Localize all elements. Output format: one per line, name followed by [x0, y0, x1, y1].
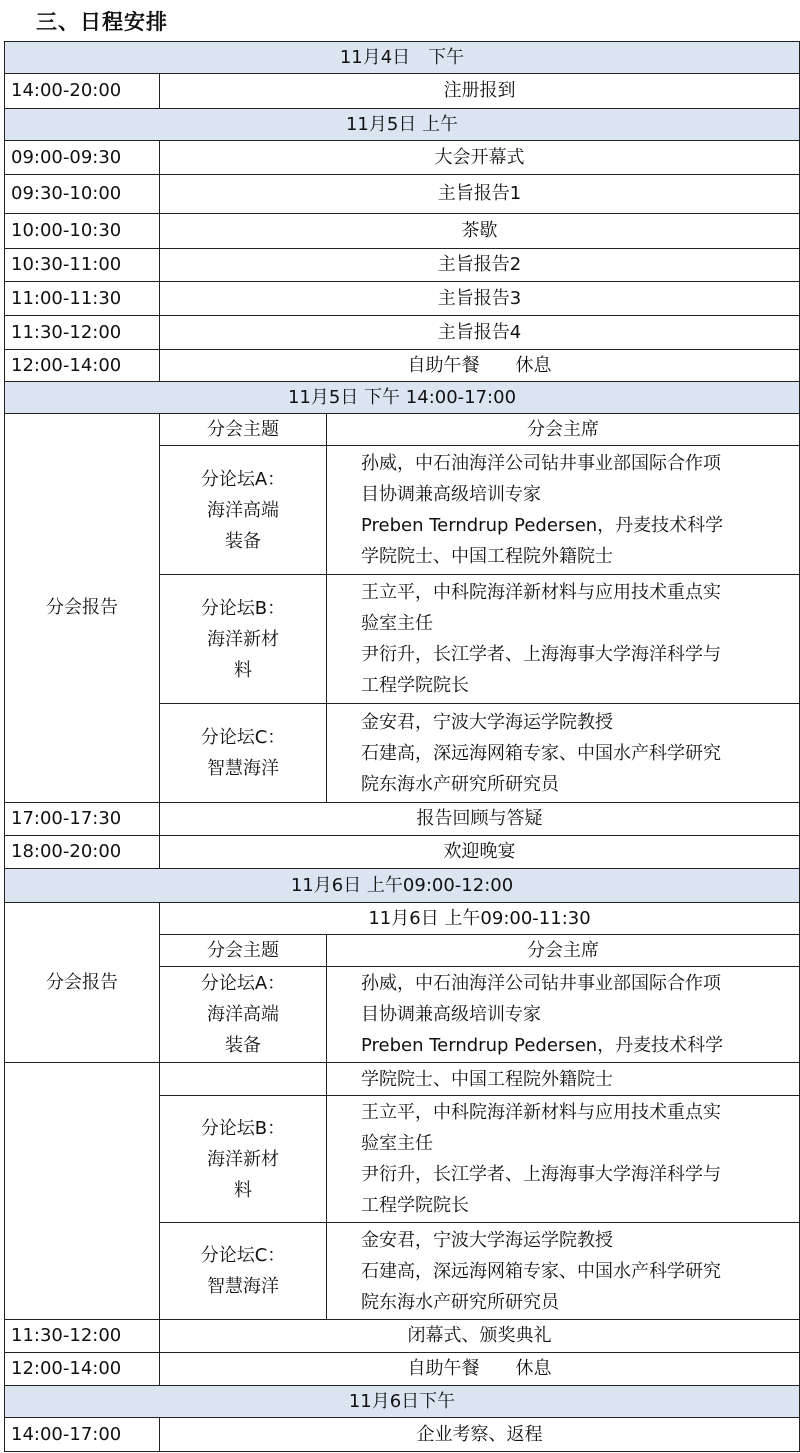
chair-line: 目协调兼高级培训专家: [361, 1004, 541, 1025]
event-cell: 欢迎晚宴: [160, 836, 800, 869]
topic-line: 分论坛B：: [200, 1117, 286, 1139]
chair-line: 石建高，深远海网箱专家、中国水产科学研究: [361, 742, 721, 764]
forum-chairs: [327, 575, 800, 704]
event-cell: 自助午餐 休息: [160, 1353, 800, 1386]
topic-line: 海洋高端: [207, 1004, 279, 1025]
topic-line: 海洋新材: [207, 628, 279, 650]
forum-chairs: [327, 1096, 800, 1223]
chair-line: 院东海水产研究所研究员: [361, 1291, 559, 1313]
forum-topic: [160, 704, 327, 803]
chair-line: 院东海水产研究所研究员: [361, 773, 559, 795]
time-cell: 09:00-09:30: [5, 141, 160, 175]
time-cell: 11:30-12:00: [5, 316, 160, 350]
schedule-table-part-1: [4, 41, 799, 1063]
chair-line: 王立平，中科院海洋新材料与应用技术重点实: [361, 1102, 721, 1123]
forum-topic: [160, 446, 327, 575]
forum-topic: [160, 1223, 327, 1320]
chair-line: 孙威，中石油海洋公司钻井事业部国际合作项: [361, 973, 721, 994]
chair-line: 孙威，中石油海洋公司钻井事业部国际合作项: [361, 453, 721, 474]
topic-line: 分论坛A：: [200, 468, 286, 490]
section-heading: 三、日程安排: [36, 10, 168, 34]
chair-line: 学院院士、中国工程院外籍院士: [361, 546, 613, 567]
time-cell: 17:00-17:30: [5, 803, 160, 836]
time-cell: 10:30-11:00: [5, 249, 160, 282]
chair-line: 工程学院院长: [361, 675, 469, 696]
topic-line: 料: [234, 659, 252, 681]
forum-topic: [160, 575, 327, 704]
chair-continued: 学院院士、中国工程院外籍院士: [327, 1063, 800, 1096]
forum-chairs: [327, 446, 800, 575]
time-cell: 18:00-20:00: [5, 836, 160, 869]
session-label-continued: [5, 1063, 160, 1320]
session-label: 分会报告: [5, 903, 160, 1063]
topic-line: 分论坛C：: [200, 727, 286, 748]
chair-line: 金安君，宁波大学海运学院教授: [361, 1229, 613, 1251]
chair-line: 尹衍升，长江学者、上海海事大学海洋科学与: [361, 1164, 721, 1185]
topic-line: 海洋高端: [207, 499, 279, 521]
time-cell: 09:30-10:00: [5, 175, 160, 214]
chair-line: Preben Terndrup Pedersen，丹麦技术科学: [361, 515, 724, 536]
chair-line: 验室主任: [361, 613, 433, 634]
topic-line: 料: [234, 1179, 252, 1201]
session-subheader: 11月6日 上午09:00-11:30: [160, 903, 800, 935]
forum-chairs: [327, 1223, 800, 1320]
event-cell: 大会开幕式: [160, 141, 800, 175]
topic-line: 分论坛C：: [200, 1245, 286, 1266]
event-cell: 主旨报告3: [160, 282, 800, 316]
forum-topic: [160, 1096, 327, 1223]
time-cell: 12:00-14:00: [5, 1353, 160, 1386]
topic-line: 装备: [225, 1035, 261, 1056]
column-header-topic: 分会主题: [160, 414, 327, 446]
forum-topic-continued: [160, 1063, 327, 1096]
event-cell: 主旨报告1: [160, 175, 800, 214]
forum-chairs: [327, 967, 800, 1063]
day-header: 11月4日 下午: [5, 42, 800, 74]
chair-line: 目协调兼高级培训专家: [361, 484, 541, 505]
event-cell: 主旨报告2: [160, 249, 800, 282]
column-header-chair: 分会主席: [327, 414, 800, 446]
topic-line: 智慧海洋: [207, 758, 279, 779]
topic-line: 海洋新材: [207, 1148, 279, 1170]
forum-topic: [160, 967, 327, 1063]
topic-line: 分论坛A：: [200, 973, 286, 994]
event-cell: 主旨报告4: [160, 316, 800, 350]
day-header: 11月5日 上午: [5, 109, 800, 141]
session-label: 分会报告: [5, 414, 160, 803]
time-cell: 10:00-10:30: [5, 214, 160, 249]
column-header-chair: 分会主席: [327, 935, 800, 967]
time-cell: 14:00-17:00: [5, 1418, 160, 1452]
chair-line: 王立平，中科院海洋新材料与应用技术重点实: [361, 582, 721, 603]
day-header: 11月5日 下午 14:00-17:00: [5, 382, 800, 414]
time-cell: 11:00-11:30: [5, 282, 160, 316]
schedule-table-part-2: [4, 1062, 799, 1452]
chair-line: Preben Terndrup Pedersen，丹麦技术科学: [361, 1035, 724, 1056]
day-header: 11月6日 上午09:00-12:00: [5, 869, 800, 903]
time-cell: 12:00-14:00: [5, 350, 160, 382]
event-cell: 自助午餐 休息: [160, 350, 800, 382]
column-header-topic: 分会主题: [160, 935, 327, 967]
event-cell: 注册报到: [160, 74, 800, 109]
topic-line: 装备: [225, 530, 261, 552]
day-header: 11月6日下午: [5, 1386, 800, 1418]
chair-line: 工程学院院长: [361, 1195, 469, 1216]
event-cell: 闭幕式、颁奖典礼: [160, 1320, 800, 1353]
chair-line: 石建高，深远海网箱专家、中国水产科学研究: [361, 1260, 721, 1282]
forum-chairs: [327, 704, 800, 803]
time-cell: 11:30-12:00: [5, 1320, 160, 1353]
event-cell: 企业考察、返程: [160, 1418, 800, 1452]
chair-line: 金安君，宁波大学海运学院教授: [361, 711, 613, 733]
event-cell: 茶歇: [160, 214, 800, 249]
time-cell: 14:00-20:00: [5, 74, 160, 109]
event-cell: 报告回顾与答疑: [160, 803, 800, 836]
chair-line: 尹衍升，长江学者、上海海事大学海洋科学与: [361, 644, 721, 665]
topic-line: 分论坛B：: [200, 597, 286, 619]
chair-line: 验室主任: [361, 1133, 433, 1154]
topic-line: 智慧海洋: [207, 1276, 279, 1297]
